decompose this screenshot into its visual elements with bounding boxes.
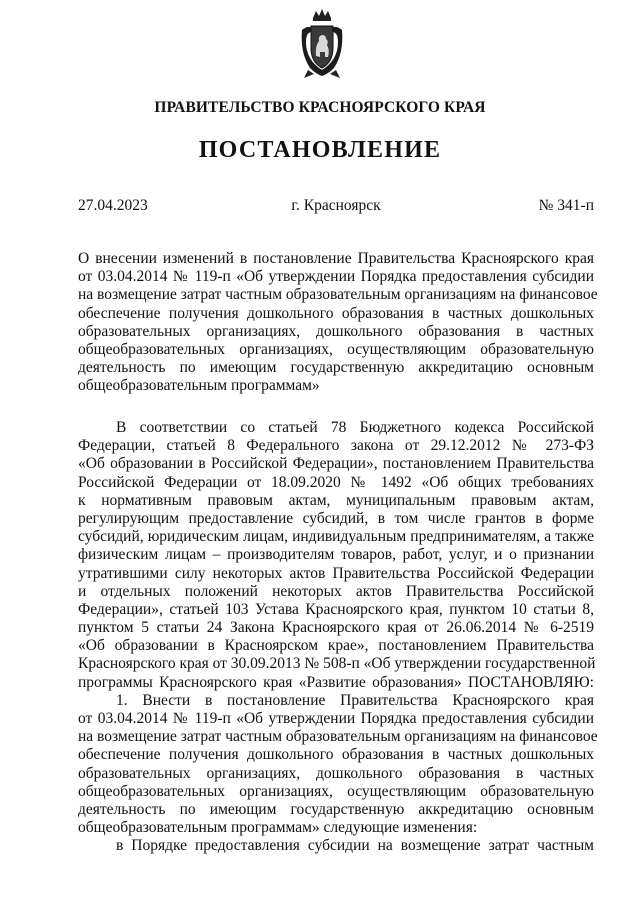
document-city: г. Красноярск [291, 197, 381, 214]
document-date: 27.04.2023 [78, 197, 148, 214]
body-line: регулирующим предоставление субсидий, в том числе грантов в форме [78, 509, 594, 527]
document-type: ПОСТАНОВЛЕНИЕ [198, 137, 442, 163]
title-line: на возмещение затрат частным образовательным организациям на финансовое [78, 286, 598, 304]
title-line: общеобразовательным программам» [78, 377, 320, 395]
body-line: «Об образовании в Российской Федерации», постановлением Правительства [78, 455, 594, 473]
body-line: в Порядке предоставления субсидии на возмещение затрат частным [116, 837, 594, 855]
body-line: утратившими силу некоторых актов Правительства Российской Федерации [78, 564, 594, 582]
body-line: общеобразовательным программам» следующие изменения: [78, 819, 478, 837]
body-line: программы Красноярского края «Развитие образования» ПОСТАНОВЛЯЮ: [78, 673, 594, 691]
body-line: В соответствии со статьей 78 Бюджетного кодекса Российской [116, 419, 594, 436]
body-line: деятельность по имеющим государственную аккредитацию основным [78, 800, 594, 818]
body-line: Красноярского края от 30.09.2013 № 508-п «Об утверждении государственной [78, 655, 596, 673]
government-name: ПРАВИТЕЛЬСТВО КРАСНОЯРСКОГО КРАЯ [154, 99, 486, 116]
body-line: общеобразовательных организациях, осуществляющим образовательную [78, 782, 594, 800]
document-meta [78, 197, 594, 219]
document-title [78, 250, 598, 396]
body-line: Российской Федерации от 18.09.2020 № 1492 «Об общих требованиях [78, 473, 594, 491]
body-line: Федерации», статьей 103 Устава Красноярского края, пунктом 10 статьи 8, [78, 600, 594, 618]
body-line: 1. Внести в постановление Правительства Красноярского края [116, 691, 594, 709]
title-line: общеобразовательных организациях, осуществляющим образовательную [78, 340, 594, 358]
title-line: образовательных организациях, дошкольного образования в частных [78, 322, 594, 340]
body-line: к нормативным правовым актам, муниципальным правовым актам, [78, 491, 594, 509]
body-line: «Об образовании в Красноярском крае», постановлением Правительства [78, 637, 594, 655]
body-line: субсидий, юридическим лицам, индивидуальным предпринимателям, а также [78, 528, 594, 546]
coat-of-arms-icon [296, 8, 348, 80]
title-line: от 03.04.2014 № 119-п «Об утверждении Порядка предоставления субсидии [78, 268, 594, 286]
title-line: деятельность по имеющим государственную аккредитацию основным [78, 359, 594, 377]
title-line: обеспечение получения дошкольного образования в частных дошкольных [78, 304, 594, 322]
body-line: Федерации, статьей 8 Федерального закона от 29.12.2012 № 273-ФЗ [78, 437, 594, 455]
body-line: и отдельных положений некоторых актов Правительства Российской [78, 582, 594, 600]
body-line: образовательных организациях, дошкольного образования в частных [78, 764, 594, 782]
document-number: № 341-п [538, 197, 594, 214]
body-line: обеспечение получения дошкольного образования в частных дошкольных [78, 746, 594, 764]
body-line: от 03.04.2014 № 119-п «Об утверждении Порядка предоставления субсидии [78, 710, 594, 727]
body-line: на возмещение затрат частным образовательным организациям на финансовое [78, 728, 598, 746]
document-body [78, 419, 598, 856]
title-line: О внесении изменений в постановление Правительства Красноярского края [78, 250, 594, 267]
body-line: пунктом 5 статьи 24 Закона Красноярского края от 26.06.2014 № 6-2519 [78, 619, 594, 637]
body-line: физическим лицам – производителям товаров, работ, услуг, и о признании [78, 546, 594, 564]
